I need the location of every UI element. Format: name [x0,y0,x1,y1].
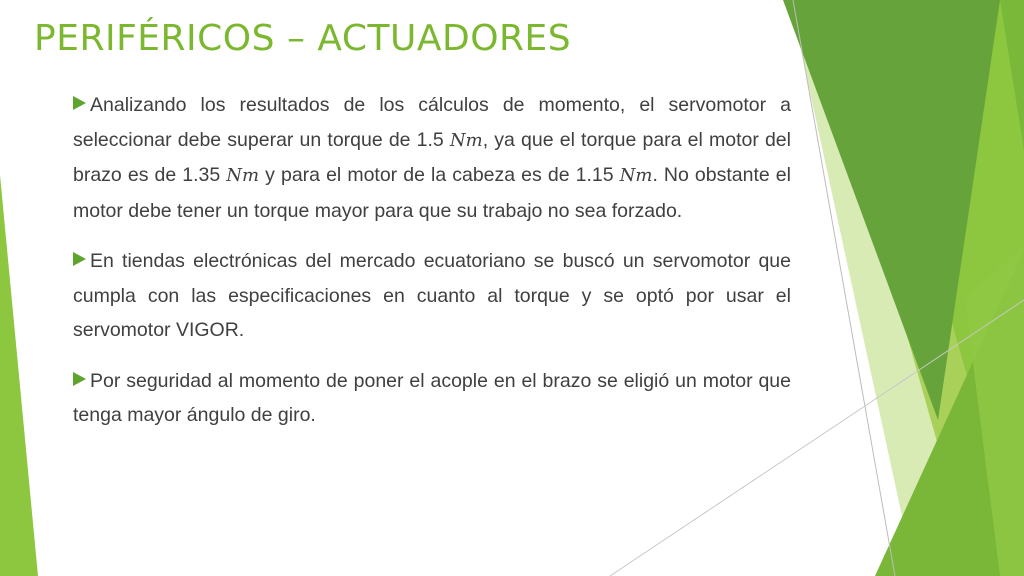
triangle-right-icon [73,96,86,110]
unit-nm: Nm [226,165,260,186]
bullet-text: y para el motor de la cabeza es de 1.15 [259,164,620,186]
unit-nm: Nm [619,165,653,186]
bullet-text: , ya que el torque para el motor del brazo es de 1.35 [73,128,791,186]
bullet-item [73,244,791,348]
triangle-right-icon [73,372,86,386]
bullet-list [73,88,791,449]
bullet-text: En tiendas electrónicas del mercado ecuatoriano se buscó un servomotor que cumpla con las especificaciones en cuanto al torque y se optó por usar el servomotor VIGOR. [73,250,791,341]
unit-nm: Nm [449,129,483,151]
bullet-item [73,364,791,433]
left-sliver-shape [0,175,38,576]
triangle-right-icon [73,252,86,266]
bullet-text: Por seguridad al momento de poner el acople en el brazo se eligió un motor que tenga mayor ángulo de giro. [73,369,791,426]
slide-title: PERIFÉRICOS – ACTUADORES [34,18,572,59]
bullet-text: . No obstante el motor debe tener un torque mayor para que su trabajo no sea forzado. [73,164,791,222]
bullet-item [73,88,791,228]
bullet-text: Analizando los resultados de los cálculos de momento, el servomotor a seleccionar debe superar un torque de 1.5 [73,94,791,151]
